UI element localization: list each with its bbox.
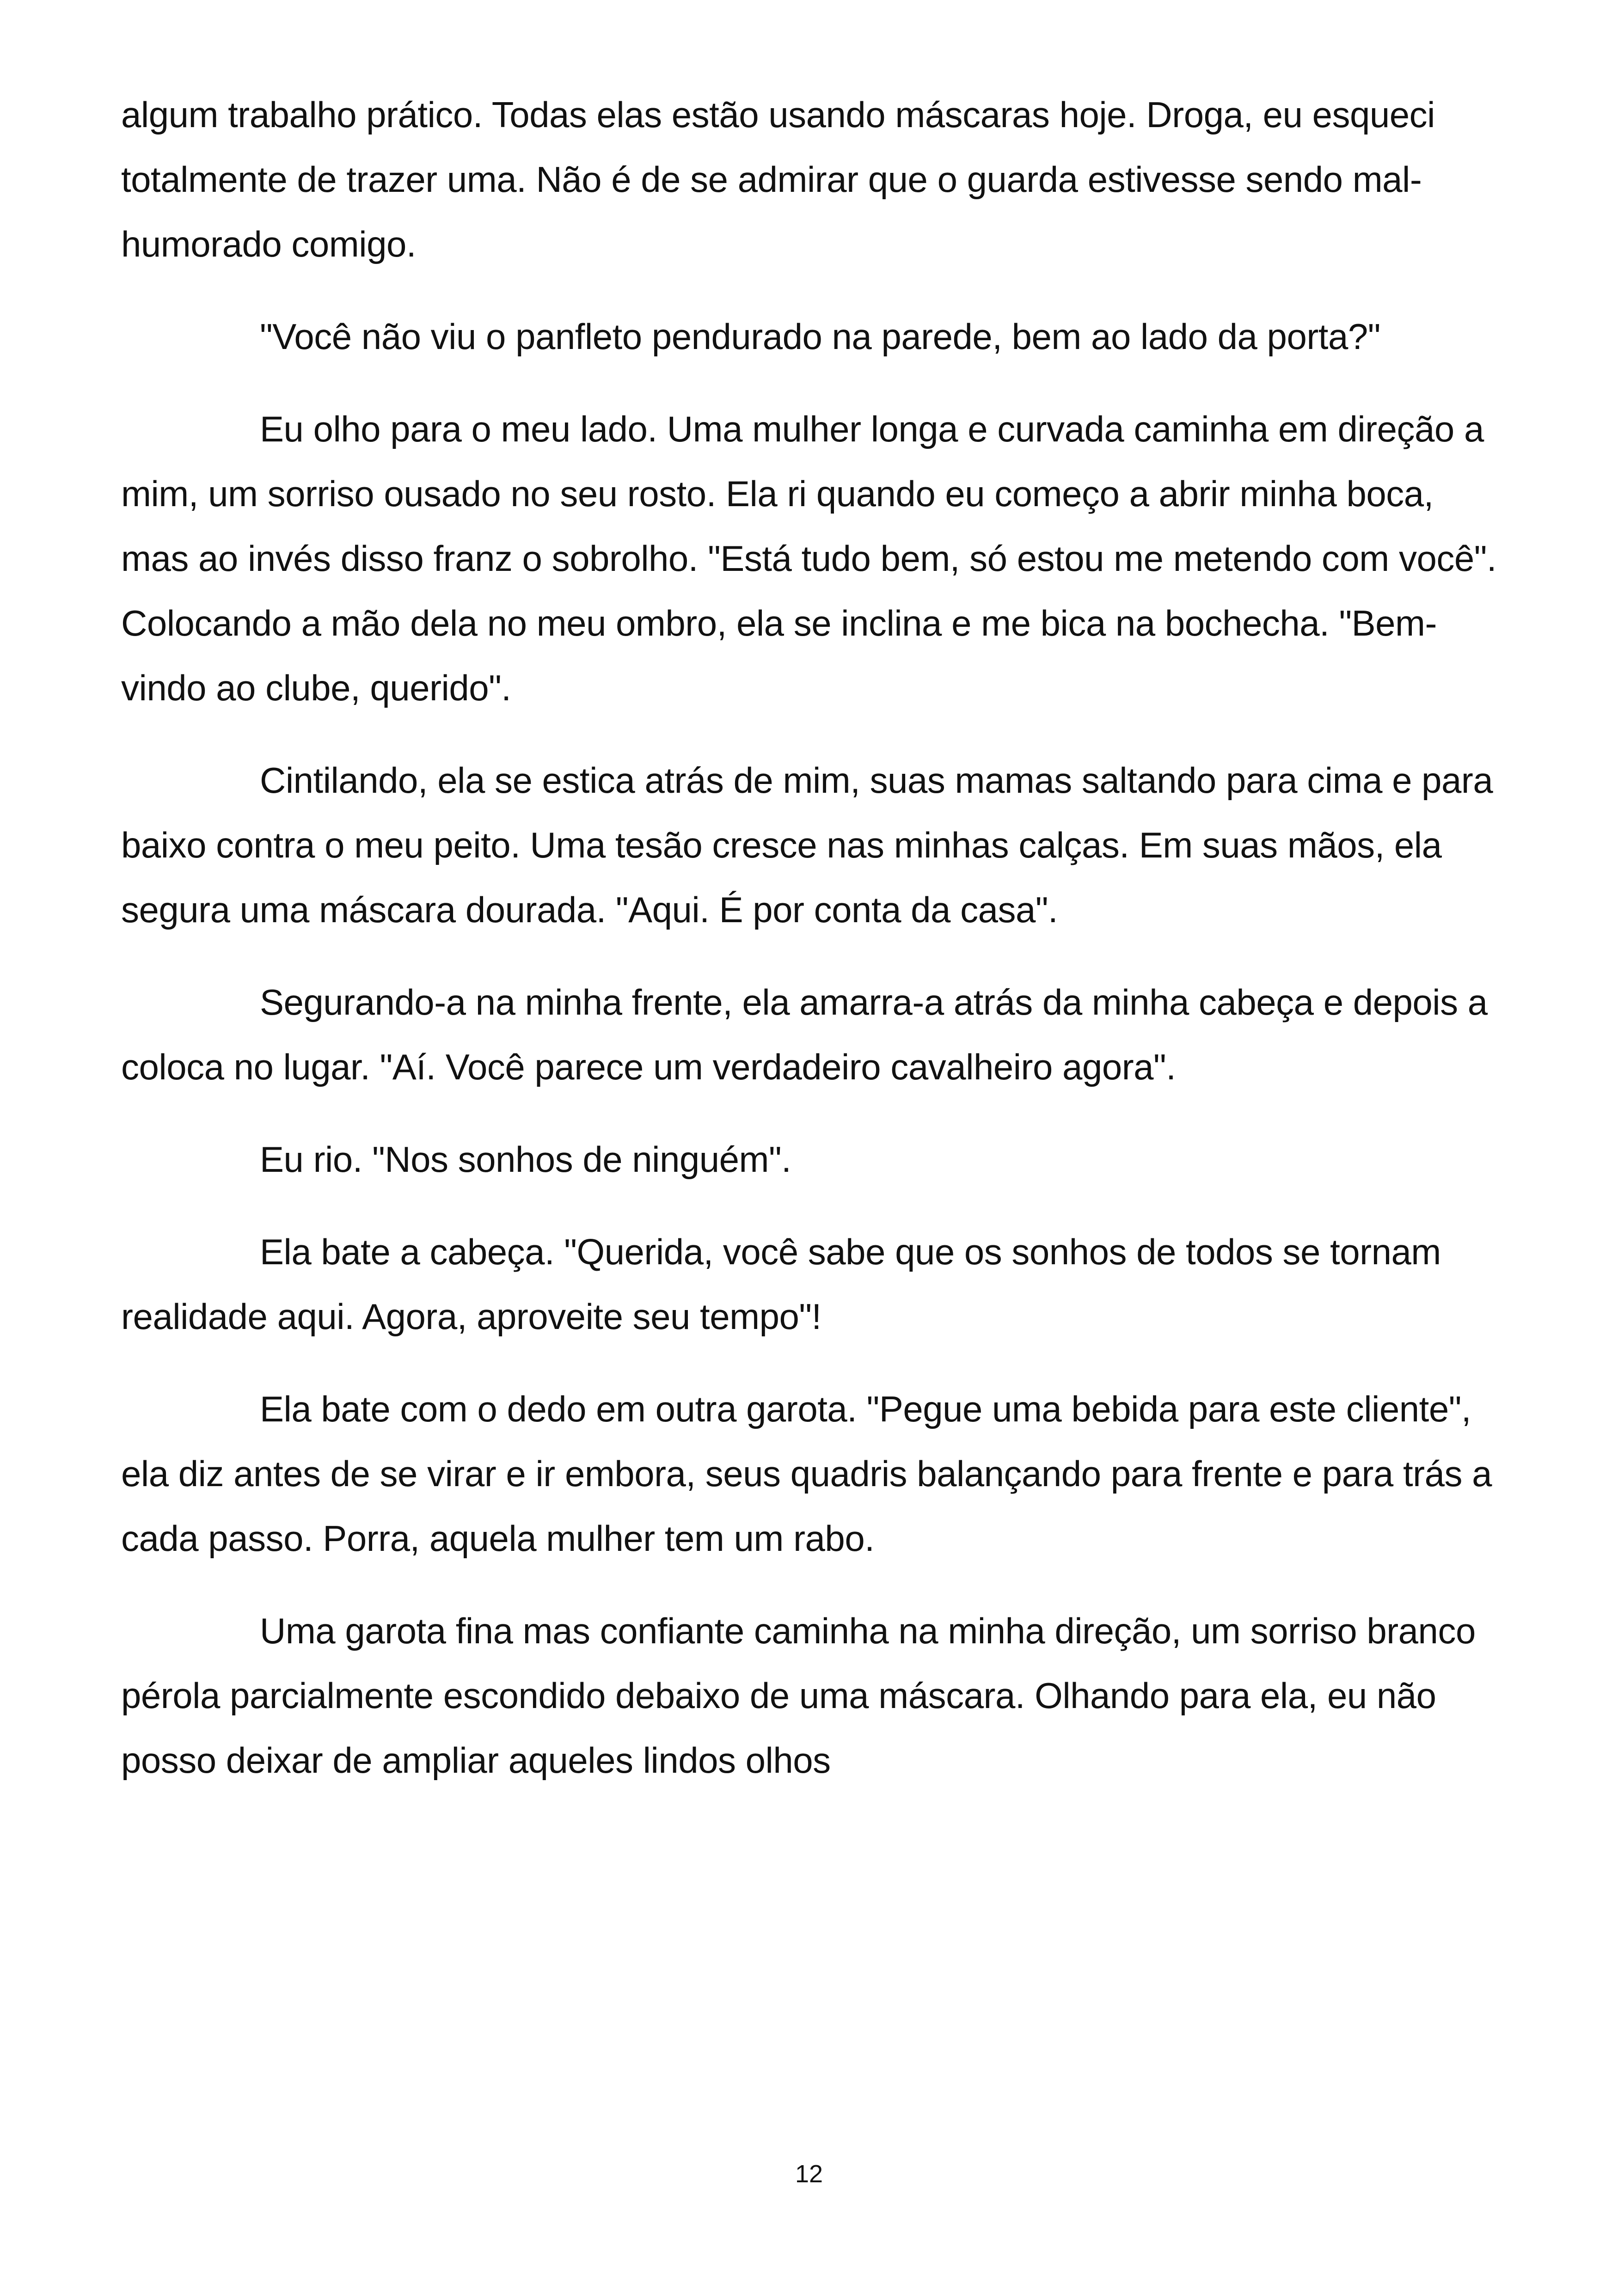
body-text [121,82,1499,1820]
paragraph-5: Segurando-a na minha frente, ela amarra-a atrás da minha cabeça e depois a coloca no lugar. "Aí. Você parece um verdadeiro cavalheiro agora". [121,982,1488,1087]
paragraph-7: Ela bate a cabeça. "Querida, você sabe que os sonhos de todos se tornam realidade aqui. Agora, aproveite seu tempo"! [121,1231,1441,1337]
paragraph-6: Eu rio. "Nos sonhos de ninguém". [260,1139,791,1180]
paragraph-4: Cintilando, ela se estica atrás de mim, suas mamas saltando para cima e para baixo contra o meu peito. Uma tesão cresce nas minhas calças. Em suas mãos, ela segura uma máscara dourada. "Aqui. É por conta da casa". [121,760,1493,930]
paragraph-8: Ela bate com o dedo em outra garota. "Pegue uma bebida para este cliente", ela diz antes de se virar e ir embora, seus quadris balançando para frente e para trás a cada passo. Porra, aquela mulher tem um rabo. [121,1389,1492,1559]
paragraph-9: Uma garota fina mas confiante caminha na minha direção, um sorriso branco pérola parcialmente escondido debaixo de uma máscara. Olhando para ela, eu não posso deixar de ampliar aqueles lindos olhos [121,1610,1476,1781]
paragraph-3: Eu olho para o meu lado. Uma mulher longa e curvada caminha em direção a mim, um sorriso ousado no seu rosto. Ela ri quando eu começo a abrir minha boca, mas ao invés disso franz o sobrolho. "Está tudo bem, só estou me metendo com você". Colocando a mão dela no meu ombro, ela se inclina e me bica na bochecha. "Bem-vindo ao clube, querido". [121,409,1497,708]
paragraph-1: algum trabalho prático. Todas elas estão usando máscaras hoje. Droga, eu esqueci totalmente de trazer uma. Não é de se admirar que o guarda estivesse sendo mal-humorado comigo. [121,94,1435,264]
page-number: 12 [795,2160,823,2188]
paragraph-2: "Você não viu o panfleto pendurado na parede, bem ao lado da porta?" [260,316,1380,357]
